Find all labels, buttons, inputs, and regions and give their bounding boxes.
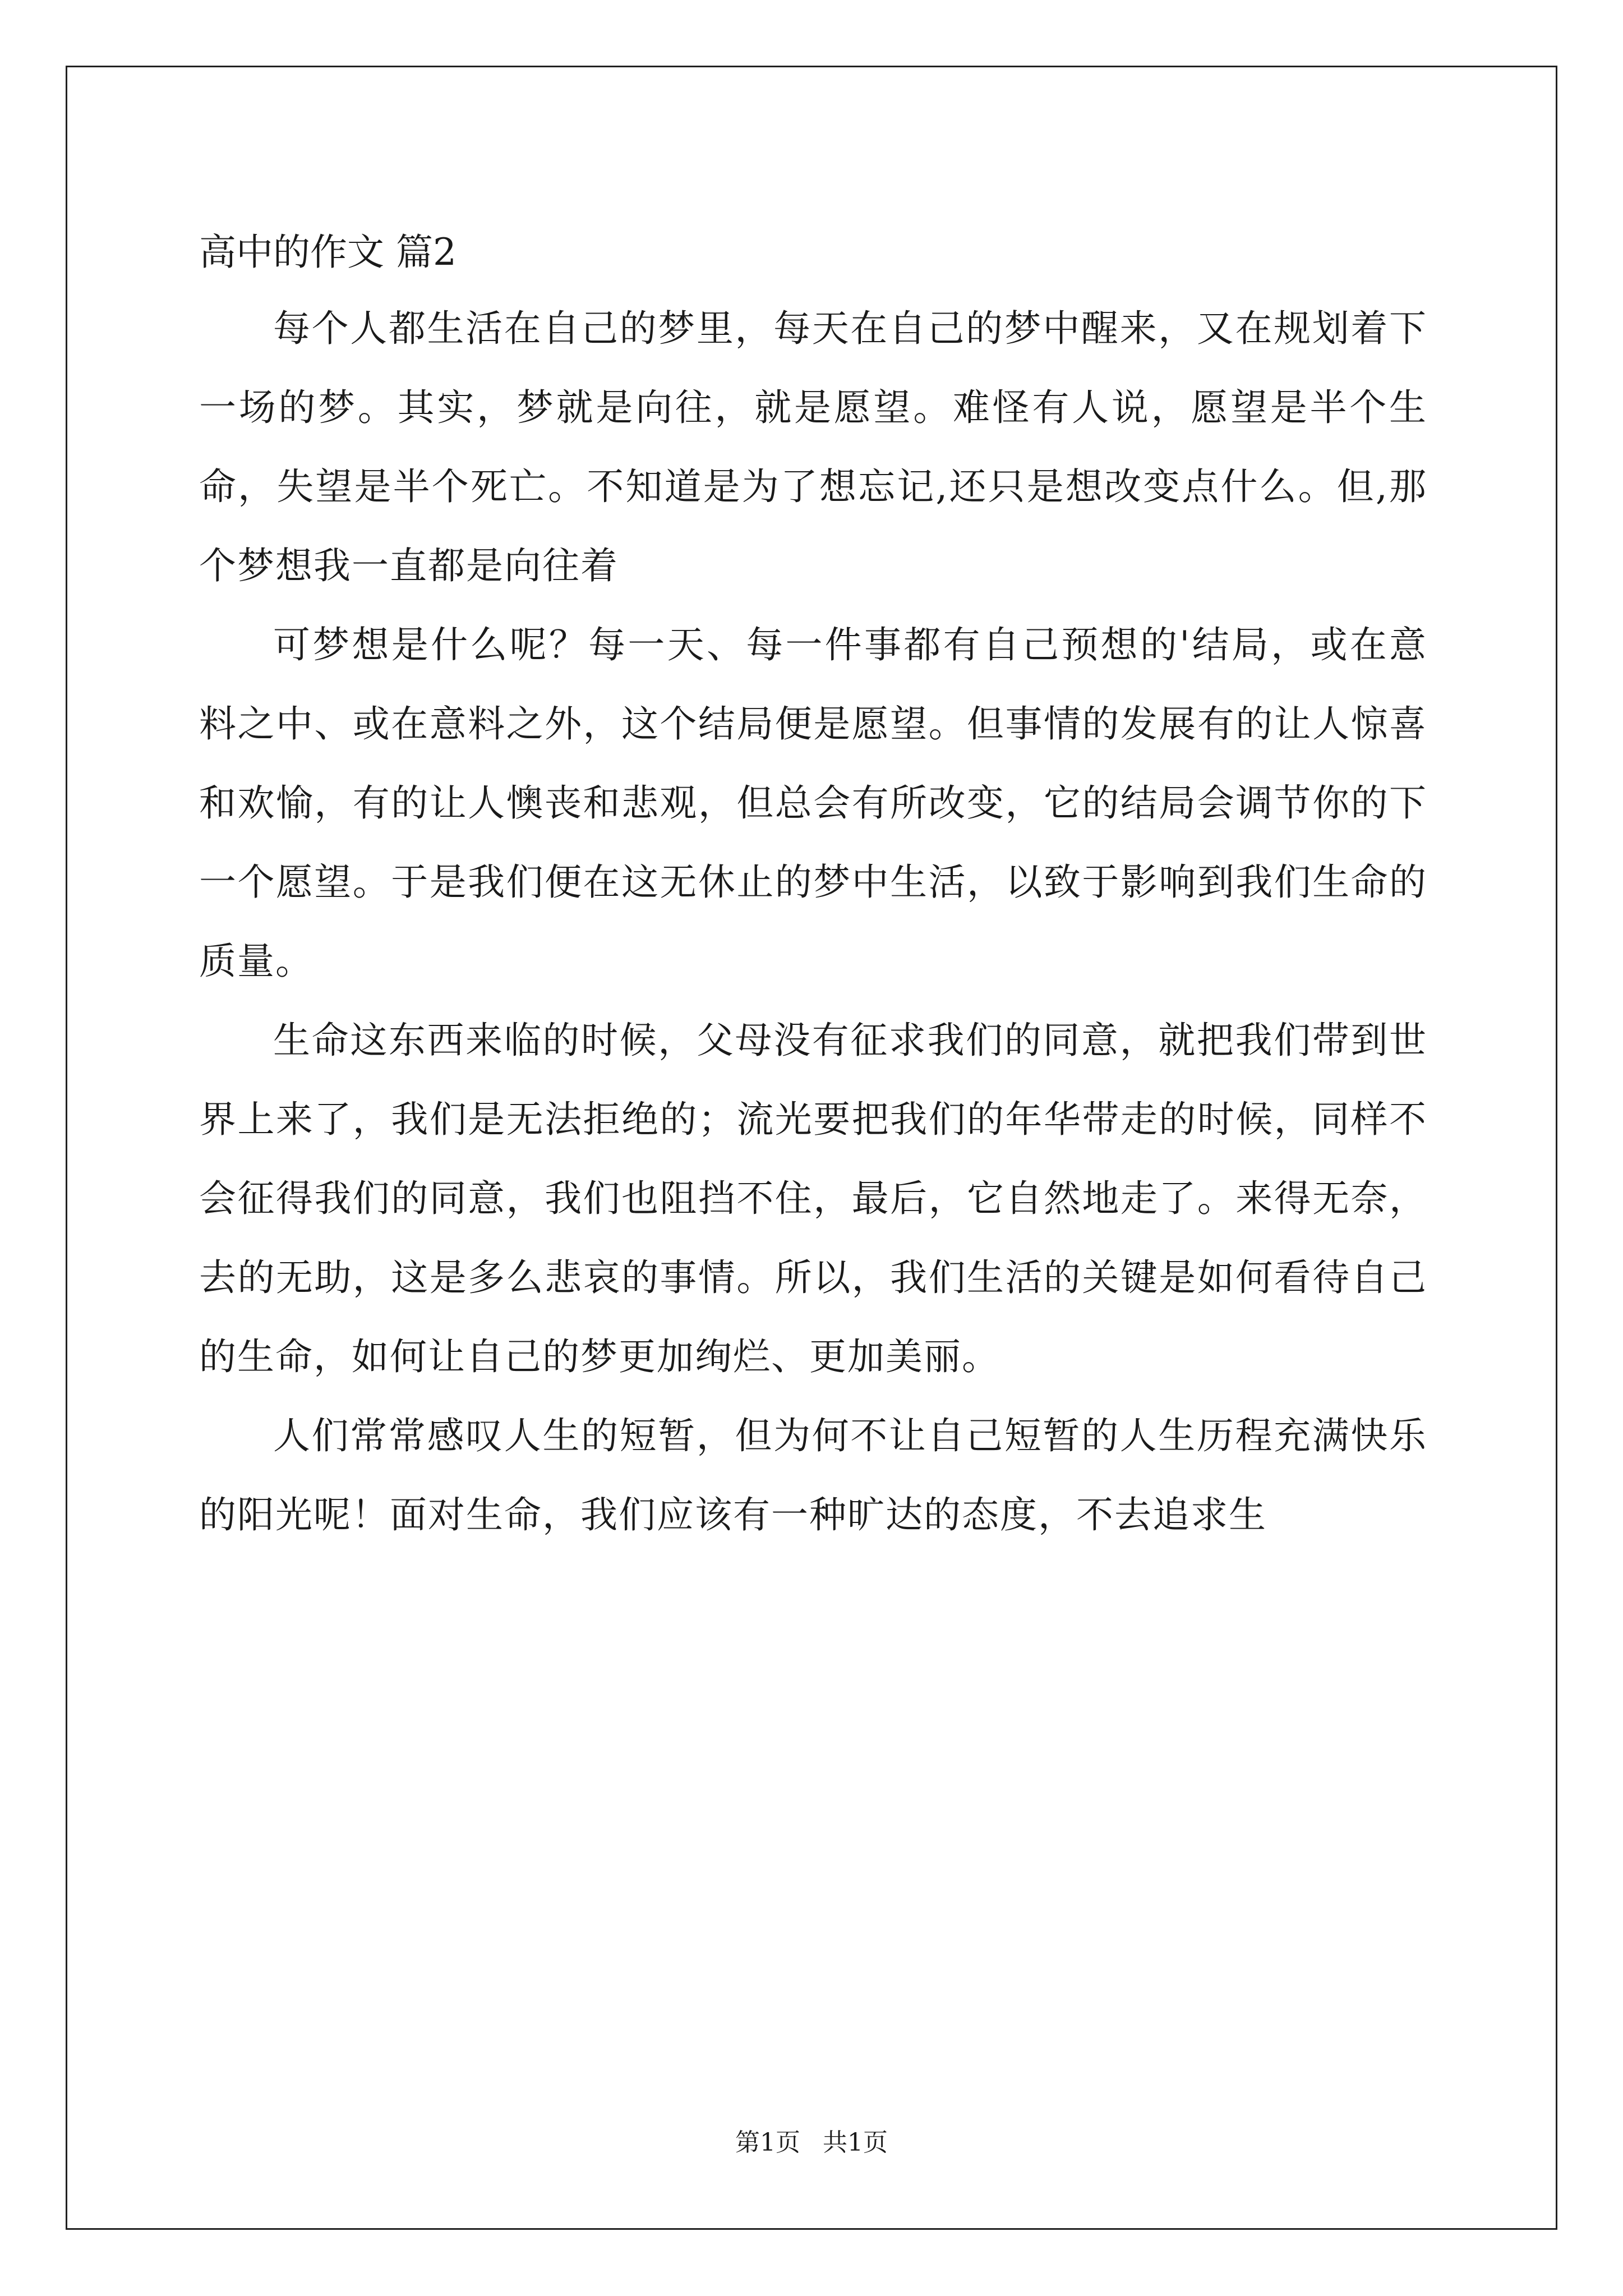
page-footer — [0, 2126, 1623, 2160]
paragraph-1: 每个人都生活在自己的梦里，每天在自己的梦中醒来，又在规划着下一场的梦。其实，梦就是向往，就是愿望。难怪有人说，愿望是半个生命，失望是半个死亡。不知道是为了想忘记,还只是想改变点什么。但,那个梦想我一直都是向往着 — [199, 307, 1427, 587]
document-title: 高中的作文 篇2 — [199, 231, 457, 274]
paragraph-4: 人们常常感叹人生的短暂，但为何不让自己短暂的人生历程充满快乐的阳光呢！面对生命，我们应该有一种旷达的态度，不去追求生 — [199, 1414, 1427, 1536]
paragraph-2: 可梦想是什么呢？每一天、每一件事都有自己预想的'结局，或在意料之中、或在意料之外，这个结局便是愿望。但事情的发展有的让人惊喜和欢愉，有的让人懊丧和悲观，但总会有所改变，它的结局会调节你的下一个愿望。于是我们便在这无休止的梦中生活，以致于影响到我们生命的质量。 — [199, 623, 1427, 983]
page-number-current: 第1页 — [735, 2128, 800, 2157]
document-body — [199, 289, 1427, 1554]
paragraph-3: 生命这东西来临的时候，父母没有征求我们的同意，就把我们带到世界上来了，我们是无法拒绝的；流光要把我们的年华带走的时候，同样不会征得我们的同意，我们也阻挡不住，最后，它自然地走了。来得无奈，去的无助，这是多么悲哀的事情。所以，我们生活的关键是如何看待自己的生命，如何让自己的梦更加绚烂、更加美丽。 — [199, 1019, 1427, 1378]
page-number-total: 共1页 — [823, 2128, 888, 2157]
